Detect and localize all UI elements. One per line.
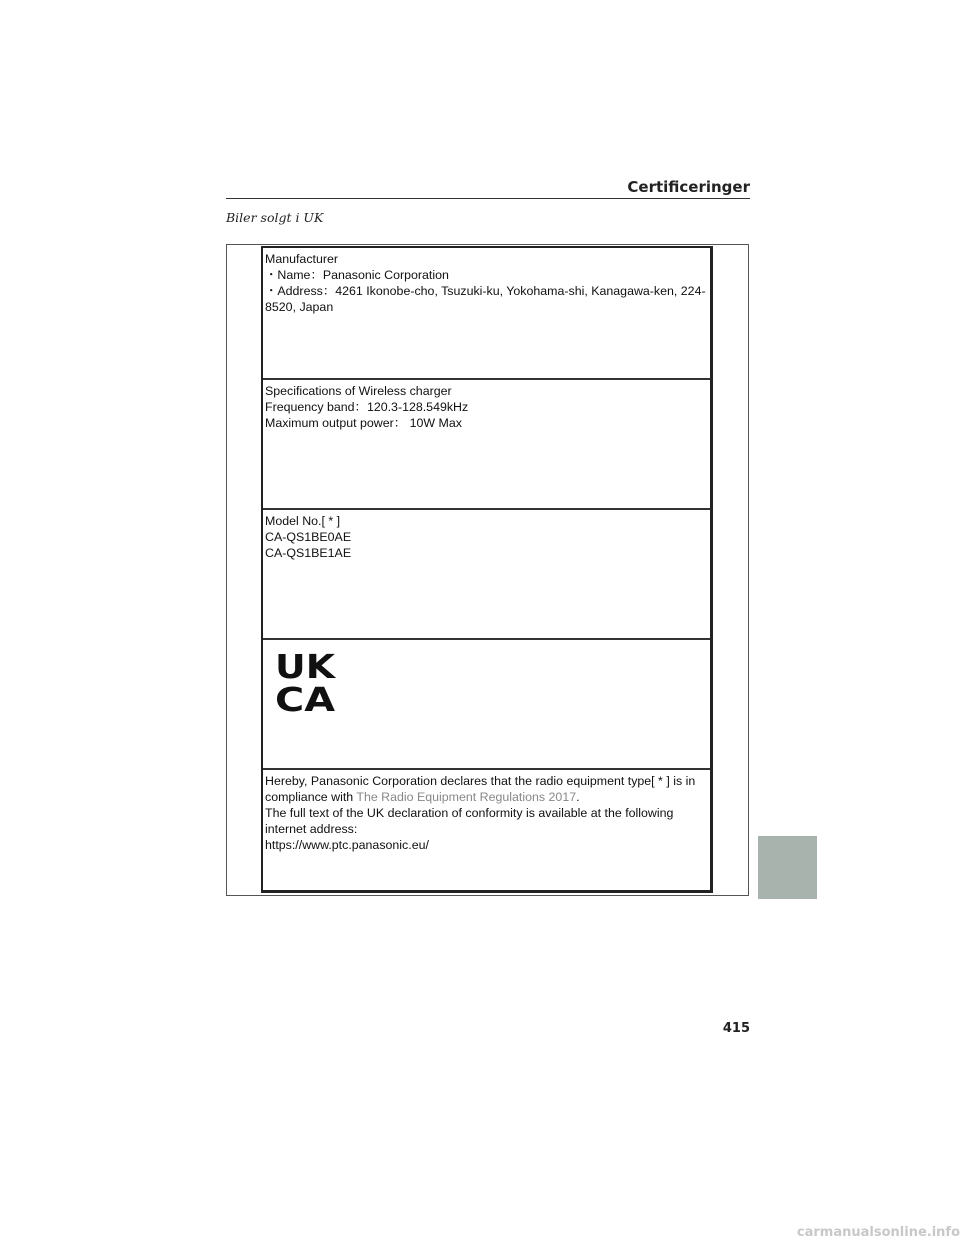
manufacturer-address-1: ・Address：4261 Ikonobe-cho, Tsuzuki-ku, Yokohama-shi, Kanagawa-ken, 224- (265, 284, 706, 298)
ukca-mark-line-2: CA (275, 680, 336, 712)
certification-label (261, 246, 713, 893)
frequency-band: Frequency band：120.3-128.549kHz (265, 400, 469, 414)
model-cell (263, 510, 710, 640)
declaration-period: . (576, 790, 580, 804)
declaration-url: https://www.ptc.panasonic.eu/ (265, 838, 429, 852)
manufacturer-heading: Manufacturer (265, 252, 339, 266)
declaration-line-4: internet address: (265, 822, 358, 836)
watermark: carmanualsonline.info (796, 1225, 960, 1240)
declaration-line-2 (265, 789, 708, 805)
manufacturer-cell (263, 248, 710, 380)
section-label: Biler solgt i UK (226, 210, 324, 225)
max-output-power: Maximum output power： 10W Max (265, 416, 462, 430)
header-rule (226, 198, 750, 199)
declaration-cell (263, 770, 710, 892)
chapter-tab (758, 836, 817, 899)
manufacturer-name: ・Name：Panasonic Corporation (265, 268, 449, 282)
ukca-mark-line-1: UK (275, 650, 337, 686)
declaration-line-3: The full text of the UK declaration of conformity is available at the following (265, 806, 674, 820)
model-item: CA-QS1BE1AE (265, 546, 352, 560)
model-heading: Model No.[ * ] (265, 514, 341, 528)
page-number: 415 (722, 1021, 750, 1036)
declaration-line-1: Hereby, Panasonic Corporation declares that the radio equipment type[ * ] is in (265, 774, 696, 788)
regulation-name: The Radio Equipment Regulations 2017 (356, 790, 577, 804)
ukca-cell (263, 640, 710, 770)
declaration-compliance-prefix: compliance with (265, 790, 357, 804)
specifications-heading: Specifications of Wireless charger (265, 384, 452, 398)
specifications-cell (263, 380, 710, 510)
ukca-mark-icon (275, 650, 337, 712)
page-header-title: Certificeringer (627, 178, 750, 196)
model-item: CA-QS1BE0AE (265, 530, 352, 544)
manufacturer-address-2: 8520, Japan (265, 300, 334, 314)
